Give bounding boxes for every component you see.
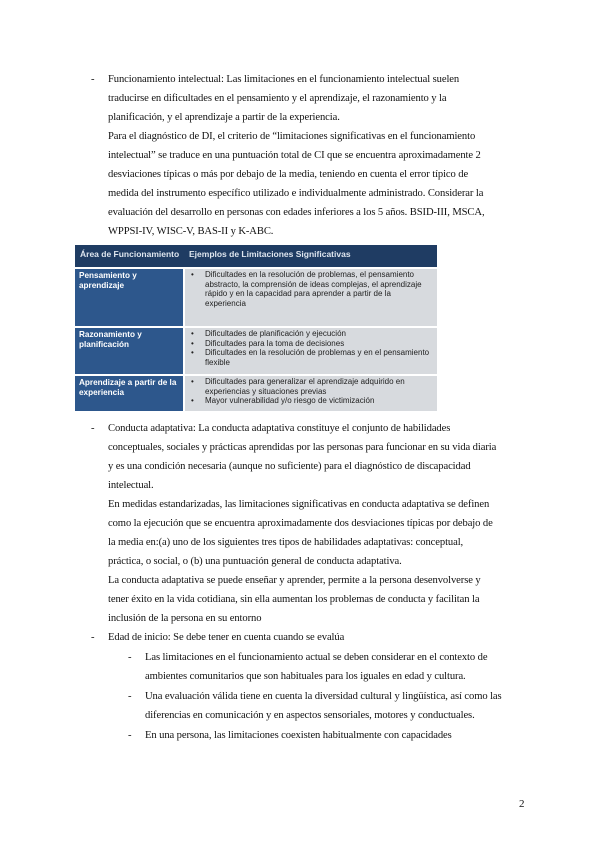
text-line: La conducta adaptativa se puede enseñar y aprender, permite a la persona desenvolverse y [108,575,481,586]
text-line: y es una condición necesaria (aunque no suficiente) para el diagnóstico de discapacidad [108,461,471,472]
text-line: planificación, y el aprendizaje a partir de la experiencia. [108,112,340,123]
text-line: Para el diagnóstico de DI, el criterio de “limitaciones significativas en el funcionamiento [108,131,476,142]
examples-cell [185,328,437,374]
area-cell: Razonamiento y planificación [75,328,183,374]
bullet-dash: - [91,74,95,85]
text-line: En una persona, las limitaciones coexisten habitualmente con capacidades [145,730,452,741]
example-item: • Dificultades en la resolución de problemas, el pensamiento abstracto, la comprensión de ideas complejas, el aprendizaje rápido y en la capacidad para aprender a partir de la experiencia [191,270,433,308]
text-line: Funcionamiento intelectual: Las limitaciones en el funcionamiento intelectual suelen [108,74,460,85]
text-line: Una evaluación válida tiene en cuenta la diversidad cultural y lingüística, así como las [145,691,502,702]
example-item: • Dificultades para la toma de decisiones [191,339,433,349]
header-area: Área de Funcionamiento [80,249,180,259]
example-item: • Dificultades para generalizar el aprendizaje adquirido en experiencias y situaciones previas [191,377,433,396]
text-line: Las limitaciones en el funcionamiento actual se deben considerar en el contexto de [145,652,488,663]
sub-bullet-dash: - [128,652,132,663]
page-number: 2 [519,798,525,810]
text-line: ambientes comunitarios que son habituales para los iguales en edad y cultura. [145,671,466,682]
bullet-dash: - [91,423,95,434]
sub-bullet-dash: - [128,730,132,741]
bullet-dash: - [91,632,95,643]
limitations-table [75,245,437,411]
text-line: diferencias en comunicación y en aspectos sensoriales, motores y conductuales. [145,710,475,721]
text-line: intelectual” se traduce en una puntuación total de CI que se encuentra aproximadamente 2 [108,150,481,161]
area-cell: Aprendizaje a partir de la experiencia [75,376,183,411]
onset-age-title: Edad de inicio: Se debe tener en cuenta cuando se evalúa [108,632,345,643]
text-line: práctica, o social, o (b) una puntuación general de conducta adaptativa. [108,556,402,567]
text-line: evaluación del desarrollo en personas con edades inferiores a los 5 años. BSID-III, MSCA, [108,207,485,218]
text-line: traducirse en dificultades en el pensamiento y el aprendizaje, el razonamiento y la [108,93,447,104]
text-line: conceptuales, sociales y prácticas aprendidas por las personas para funcionar en su vida diaria [108,442,497,453]
text-line: como la ejecución que se encuentra aproximadamente dos desviaciones típicas por debajo de [108,518,493,529]
header-examples: Ejemplos de Limitaciones Significativas [189,249,351,259]
text-line: desviaciones típicas o más por debajo de la media, teniendo en cuenta el error típico de [108,169,469,180]
sub-bullet-dash: - [128,691,132,702]
table-header [75,245,437,267]
text-line: WPPSI-IV, WISC-V, BAS-II y K-ABC. [108,226,274,237]
text-line: intelectual. [108,480,154,491]
example-item: • Mayor vulnerabilidad y/o riesgo de victimización [191,396,433,406]
text-line: En medidas estandarizadas, las limitaciones significativas en conducta adaptativa se definen [108,499,490,510]
text-line: inclusión de la persona en su entorno [108,613,262,624]
text-line: la media en:(a) uno de los siguientes tres tipos de habilidades adaptativas: conceptual, [108,537,464,548]
area-cell: Pensamiento y aprendizaje [75,269,183,326]
examples-cell [185,376,437,411]
table-row [75,269,437,326]
examples-cell [185,269,437,326]
table-row [75,376,437,411]
example-item: • Dificultades en la resolución de problemas y en el pensamiento flexible [191,348,433,367]
example-item: • Dificultades de planificación y ejecución [191,329,433,339]
text-line: Conducta adaptativa: La conducta adaptativa constituye el conjunto de habilidades [108,423,451,434]
text-line: tener éxito en la vida cotidiana, sin ella aumentan los problemas de conducta y facilitan la [108,594,480,605]
text-line: medida del instrumento específico utilizado e individualmente administrado. Considerar la [108,188,484,199]
table-row [75,328,437,374]
